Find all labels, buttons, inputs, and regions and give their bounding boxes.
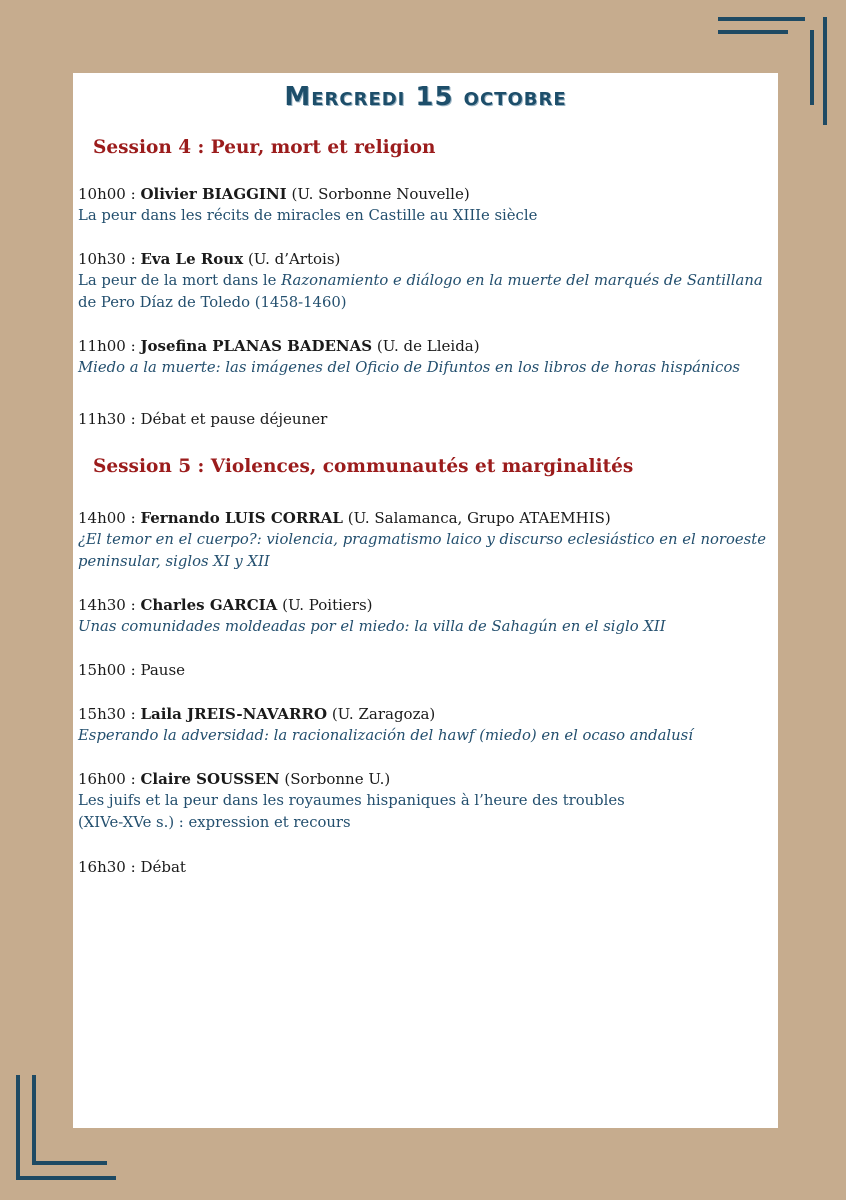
speaker-name: Eva Le Roux xyxy=(140,250,244,268)
program-entry-1430: 14h30 : Charles GARCIA (U. Poitiers) Unas comunidades moldeadas por el miedo: la villa de Sahagún en el siglo XII xyxy=(78,594,766,638)
talk-title: ¿El temor en el cuerpo?: violencia, pragmatismo laico y discurso eclesiástico en el noroeste xyxy=(78,531,766,548)
session-4-title: Session 4 : Peur, mort et religion xyxy=(93,137,436,158)
program-entry-1400: 14h00 : Fernando LUIS CORRAL (U. Salamanca, Grupo ATAEMHIS) ¿El temor en el cuerpo?: violencia, pragmatismo laico y discurso eclesiástico en el noroeste peninsular, siglos XI y XII xyxy=(78,509,766,570)
talk-title: Esperando la adversidad: la racionalización del hawf (miedo) en el ocaso andalusí xyxy=(78,727,693,744)
speaker-name: Fernando LUIS CORRAL xyxy=(140,509,343,527)
program-entry-1130: 11h30 : Débat et pause déjeuner xyxy=(78,410,328,428)
speaker-name: Claire SOUSSEN xyxy=(140,770,280,788)
session-5-title: Session 5 : Violences, communautés et marginalités xyxy=(93,456,634,477)
speaker-name: Olivier BIAGGINI xyxy=(140,185,287,203)
program-entry-1100: 11h00 : Josefina PLANAS BADENAS (U. de Lleida) Miedo a la muerte: las imágenes del Oficio de Difuntos en los libros de horas hispánicos xyxy=(78,335,766,379)
program-page xyxy=(73,73,778,1128)
talk-title: Unas comunidades moldeadas por el miedo: la villa de Sahagún en el siglo XII xyxy=(78,618,666,635)
speaker-name: Charles GARCIA xyxy=(140,596,278,614)
program-entry-1030: 10h30 : Eva Le Roux (U. d’Artois) La peur de la mort dans le Razonamiento e diálogo en la muerte del marqués de Santillana de Pero Díaz de Toledo (1458-1460) xyxy=(78,248,766,314)
program-entry-1000: 10h00 : Olivier BIAGGINI (U. Sorbonne Nouvelle) La peur dans les récits de miracles en Castille au XIIIe siècle xyxy=(78,183,766,227)
speaker-name: Josefina PLANAS BADENAS xyxy=(140,337,373,355)
page-title: Mercredi 15 octobre xyxy=(284,82,567,112)
talk-title: Miedo a la muerte: las imágenes del Oficio de Difuntos en los libros de horas hispánicos xyxy=(78,359,740,376)
talk-title: Les juifs et la peur dans les royaumes hispaniques à l’heure des troubles xyxy=(78,792,625,809)
program-entry-1500: 15h00 : Pause xyxy=(78,661,186,679)
talk-title: La peur de la mort dans le Razonamiento e diálogo en la muerte del marqués de Santillana xyxy=(78,272,763,289)
talk-title: La peur dans les récits de miracles en Castille au XIIIe siècle xyxy=(78,207,538,224)
program-entry-1600: 16h00 : Claire SOUSSEN (Sorbonne U.) Les juifs et la peur dans les royaumes hispaniques à l’heure des troubles (XIVe-XVe s.) : expression et recours xyxy=(78,768,766,834)
program-entry-1630: 16h30 : Débat xyxy=(78,858,186,876)
speaker-name: Laila JREIS-NAVARRO xyxy=(140,705,328,723)
program-entry-1530: 15h30 : Laila JREIS-NAVARRO (U. Zaragoza) Esperando la adversidad: la racionalización del hawf (miedo) en el ocaso andalusí xyxy=(78,703,766,747)
